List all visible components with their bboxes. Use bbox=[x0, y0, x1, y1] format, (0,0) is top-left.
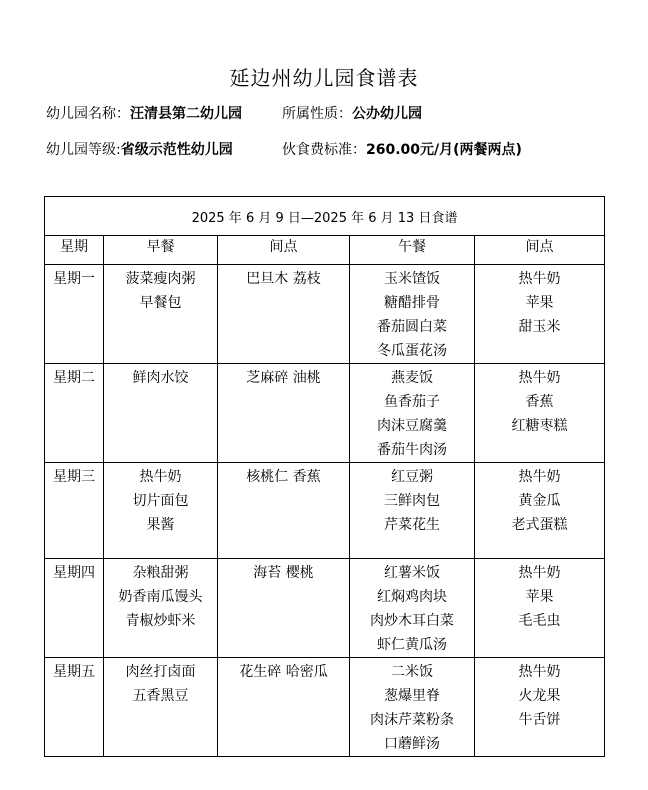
menu-item: 花生碎 哈密瓜 bbox=[239, 664, 328, 680]
table-row bbox=[45, 658, 605, 757]
menu-item: 肉丝打卤面 bbox=[125, 664, 196, 680]
menu-item: 芹菜花生 bbox=[384, 517, 440, 533]
weekday-cell bbox=[45, 559, 104, 658]
header-weekday: 星期 bbox=[45, 236, 104, 265]
kindergarten-name-value: 汪清县第二幼儿园 bbox=[130, 106, 242, 122]
menu-item: 切片面包 bbox=[132, 493, 189, 509]
header-snack-afternoon: 间点 bbox=[475, 236, 605, 265]
menu-item: 鱼香茄子 bbox=[384, 394, 440, 410]
menu-item: 虾仁黄瓜汤 bbox=[377, 637, 447, 653]
menu-item: 火龙果 bbox=[518, 688, 561, 704]
weekly-menu-table bbox=[44, 196, 605, 757]
snack-morning-cell bbox=[218, 559, 350, 658]
menu-item: 香蕉 bbox=[525, 394, 554, 410]
kindergarten-name-label: 幼儿园名称： bbox=[46, 106, 130, 122]
menu-item: 奶香南瓜馒头 bbox=[118, 589, 203, 605]
snack-afternoon-cell bbox=[475, 463, 605, 559]
breakfast-cell bbox=[104, 658, 218, 757]
weekday-label: 星期二 bbox=[53, 370, 95, 386]
weekday-label: 星期五 bbox=[53, 664, 95, 680]
menu-item: 番茄圆白菜 bbox=[377, 319, 447, 335]
menu-item: 青椒炒虾米 bbox=[125, 613, 196, 629]
lunch-cell bbox=[350, 559, 475, 658]
breakfast-cell bbox=[104, 463, 218, 559]
menu-item: 鲜肉水饺 bbox=[132, 370, 189, 386]
menu-item: 糖醋排骨 bbox=[384, 295, 440, 311]
snack-afternoon-cell bbox=[475, 559, 605, 658]
menu-item: 三鲜肉包 bbox=[384, 493, 440, 509]
menu-item: 二米饭 bbox=[391, 664, 433, 680]
menu-item: 海苔 樱桃 bbox=[253, 565, 314, 581]
breakfast-cell bbox=[104, 265, 218, 364]
snack-afternoon-cell bbox=[475, 658, 605, 757]
menu-item: 黄金瓜 bbox=[518, 493, 561, 509]
menu-item: 苹果 bbox=[525, 589, 554, 605]
menu-item: 红薯米饭 bbox=[384, 565, 440, 581]
table-row bbox=[45, 463, 605, 559]
menu-item: 老式蛋糕 bbox=[511, 517, 568, 533]
header-lunch: 午餐 bbox=[350, 236, 475, 265]
weekday-cell bbox=[45, 463, 104, 559]
menu-item: 早餐包 bbox=[139, 295, 182, 311]
menu-item: 杂粮甜粥 bbox=[132, 565, 189, 581]
info-row-grade-fee bbox=[46, 139, 522, 159]
menu-item: 甜玉米 bbox=[518, 319, 561, 335]
lunch-cell bbox=[350, 265, 475, 364]
menu-item: 热牛奶 bbox=[518, 664, 561, 680]
menu-item: 热牛奶 bbox=[518, 469, 561, 485]
menu-item: 芝麻碎 油桃 bbox=[246, 370, 321, 386]
lunch-cell bbox=[350, 658, 475, 757]
menu-item: 葱爆里脊 bbox=[384, 688, 440, 704]
menu-item: 热牛奶 bbox=[518, 271, 561, 287]
table-caption: 2025 年 6 月 9 日—2025 年 6 月 13 日食谱 bbox=[45, 197, 605, 236]
snack-afternoon-cell bbox=[475, 265, 605, 364]
lunch-cell bbox=[350, 463, 475, 559]
table-row bbox=[45, 559, 605, 658]
breakfast-cell bbox=[104, 559, 218, 658]
menu-item: 肉沫豆腐羹 bbox=[377, 418, 447, 434]
snack-morning-cell bbox=[218, 658, 350, 757]
menu-item: 热牛奶 bbox=[518, 370, 561, 386]
page-title: 延边州幼儿园食谱表 bbox=[229, 66, 419, 90]
menu-item: 口蘑鲜汤 bbox=[384, 736, 440, 752]
lunch-cell bbox=[350, 364, 475, 463]
menu-item: 毛毛虫 bbox=[518, 613, 561, 629]
menu-item: 红糖枣糕 bbox=[511, 418, 568, 434]
weekday-label: 星期三 bbox=[53, 469, 95, 485]
weekday-label: 星期四 bbox=[53, 565, 95, 581]
header-breakfast: 早餐 bbox=[104, 236, 218, 265]
menu-item: 番茄牛肉汤 bbox=[377, 442, 447, 458]
menu-item: 热牛奶 bbox=[139, 469, 182, 485]
info-row-name-type bbox=[46, 103, 422, 123]
snack-morning-cell bbox=[218, 265, 350, 364]
header-snack-morning: 间点 bbox=[218, 236, 350, 265]
table-row bbox=[45, 364, 605, 463]
menu-item: 玉米馇饭 bbox=[384, 271, 440, 287]
menu-item: 五香黑豆 bbox=[132, 688, 189, 704]
menu-item: 热牛奶 bbox=[518, 565, 561, 581]
menu-item: 红焖鸡肉块 bbox=[377, 589, 447, 605]
menu-item: 牛舌饼 bbox=[518, 712, 561, 728]
snack-afternoon-cell bbox=[475, 364, 605, 463]
kindergarten-type-value: 公办幼儿园 bbox=[352, 106, 422, 122]
menu-item: 苹果 bbox=[525, 295, 554, 311]
menu-item: 肉炒木耳白菜 bbox=[370, 613, 454, 629]
kindergarten-grade-label: 幼儿园等级: bbox=[46, 142, 121, 158]
table-row bbox=[45, 265, 605, 364]
menu-item: 巴旦木 荔枝 bbox=[246, 271, 321, 287]
menu-item: 核桃仁 香蕉 bbox=[246, 469, 321, 485]
snack-morning-cell bbox=[218, 364, 350, 463]
table-header-row bbox=[45, 236, 605, 265]
menu-item: 肉沫芹菜粉条 bbox=[370, 712, 454, 728]
breakfast-cell bbox=[104, 364, 218, 463]
weekday-label: 星期一 bbox=[53, 271, 95, 287]
menu-item: 燕麦饭 bbox=[391, 370, 433, 386]
meal-fee-label: 伙食费标准： bbox=[282, 142, 366, 158]
menu-item: 红豆粥 bbox=[391, 469, 433, 485]
menu-item: 菠菜瘦肉粥 bbox=[125, 271, 196, 287]
kindergarten-grade-value: 省级示范性幼儿园 bbox=[120, 142, 233, 158]
weekday-cell bbox=[45, 265, 104, 364]
kindergarten-type-label: 所属性质： bbox=[282, 106, 352, 122]
menu-item: 冬瓜蛋花汤 bbox=[377, 343, 447, 359]
weekday-cell bbox=[45, 658, 104, 757]
meal-fee-value: 260.00元/月(两餐两点) bbox=[366, 142, 522, 158]
snack-morning-cell bbox=[218, 463, 350, 559]
weekday-cell bbox=[45, 364, 104, 463]
menu-item: 果酱 bbox=[146, 517, 175, 533]
